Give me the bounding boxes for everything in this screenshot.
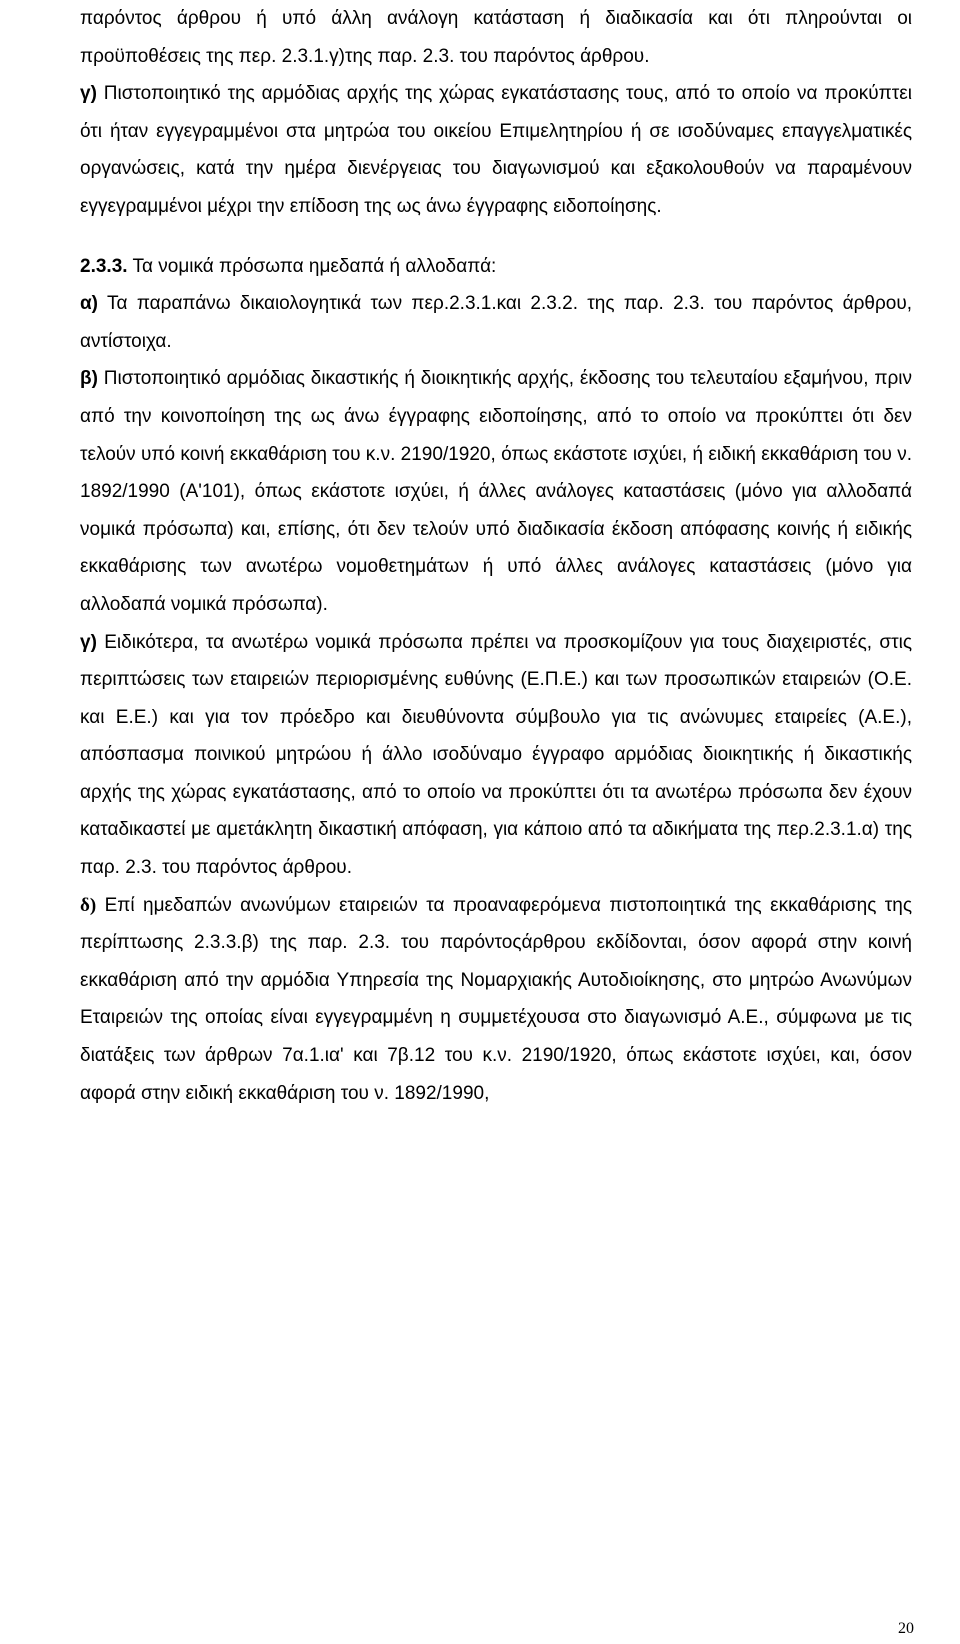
paragraph-liquidation-certificate	[80, 360, 912, 623]
item-label: γ)	[80, 631, 97, 653]
section-number: 2.3.3.	[80, 255, 128, 277]
paragraph-text: παρόντος άρθρου ή υπό άλλη ανάλογη κατάσταση ή διαδικασία και ότι πληρούνται οι προϋποθέσεις της περ. 2.3.1.γ)της παρ. 2.3. του παρόντος άρθρου.	[80, 8, 912, 67]
item-label: γ)	[80, 83, 97, 105]
paragraph-text: Πιστοποιητικό αρμόδιας δικαστικής ή διοικητικής αρχής, έκδοσης του τελευταίου εξαμήνου, πριν από την κοινοποίηση της ως άνω έγγραφης ειδοποίησης, από το οποίο να προκύπτει ότι δεν τελούν υπό κοινή εκκαθάριση του κ.ν. 2190/1920, όπως εκάστοτε ισχύει, ή ειδική εκκαθάριση του ν. 1892/1990 (Α'101), όπως εκάστοτε ισχύει, ή άλλες ανάλογες καταστάσεις (μόνο για αλλοδαπά νομικά πρόσωπα) και, επίσης, ότι δεν τελούν υπό διαδικασία έκδοση απόφασης κοινής ή ειδικής εκκαθάρισης των ανωτέρω νομοθετημάτων ή υπό άλλες ανάλογες καταστάσεις (μόνο για αλλοδαπά νομικά πρόσωπα).	[80, 368, 912, 615]
paragraph-text: Πιστοποιητικό της αρμόδιας αρχής της χώρας εγκατάστασης τους, από το οποίο να προκύπτει ότι ήταν εγγεγραμμένοι στα μητρώα του οικείου Επιμελητηρίου ή σε ισοδύναμες επαγγελματικές οργανώσεις, κατά την ημέρα διενέργειας του διαγωνισμού και εξακολουθούν να παραμένουν εγγεγραμμένοι μέχρι την επίδοση της ως άνω έγγραφης ειδοποίησης.	[80, 83, 912, 217]
section-spacer	[80, 226, 912, 248]
paragraph-criminal-record	[80, 624, 912, 887]
paragraph-text: Ειδικότερα, τα ανωτέρω νομικά πρόσωπα πρέπει να προσκομίζουν για τους διαχειριστές, στις περιπτώσεις των εταιρειών περιορισμένης ευθύνης (Ε.Π.Ε.) και των προσωπικών εταιρειών (Ο.Ε. και Ε.Ε.) και για τον πρόεδρο και διευθύνοντα σύμβουλο για τις ανώνυμες εταιρείες (Α.Ε.), απόσπασμα ποινικού μητρώου ή άλλο ισοδύναμο έγγραφο αρμόδιας διοικητικής ή δικαστικής αρχής της χώρας εγκατάστασης, από το οποίο να προκύπτει ότι τα ανωτέρω πρόσωπα δεν έχουν καταδικαστεί με αμετάκλητη δικαστική απόφαση, για κάποιο από τα αδικήματα της περ.2.3.1.α) της παρ. 2.3. του παρόντος άρθρου.	[80, 631, 912, 879]
item-label: δ)	[80, 894, 97, 916]
document-page	[80, 0, 912, 1112]
paragraph-documents-above	[80, 285, 912, 360]
section-heading-legal-entities	[80, 248, 912, 286]
item-label: β)	[80, 368, 98, 390]
page-number: 20	[898, 1620, 914, 1637]
paragraph-domestic-sa	[80, 887, 912, 1113]
paragraph-text: Επί ημεδαπών ανωνύμων εταιρειών τα προαναφερόμενα πιστοποιητικά της εκκαθάρισης της περίπτωσης 2.3.3.β) της παρ. 2.3. του παρόντοςάρθρου εκδίδονται, όσον αφορά στην κοινή εκκαθάριση από την αρμόδια Υπηρεσία της Νομαρχιακής Αυτοδιοίκησης, στο μητρώο Ανωνύμων Εταιρειών της οποίας είναι εγγεγραμμένη η συμμετέχουσα στο διαγωνισμό Α.Ε., σύμφωνα με τις διατάξεις των άρθρων 7α.1.ια' και 7β.12 του κ.ν. 2190/1920, όπως εκάστοτε ισχύει, και, όσον αφορά στην ειδική εκκαθάριση του ν. 1892/1990,	[80, 894, 912, 1104]
paragraph-certificate-registration	[80, 75, 912, 225]
section-heading-text: Τα νομικά πρόσωπα ημεδαπά ή αλλοδαπά:	[127, 255, 497, 277]
paragraph-continuation	[80, 0, 912, 75]
item-label: α)	[80, 293, 99, 315]
paragraph-text: Τα παραπάνω δικαιολογητικά των περ.2.3.1.και 2.3.2. της παρ. 2.3. του παρόντος άρθρου, αντίστοιχα.	[80, 293, 912, 352]
